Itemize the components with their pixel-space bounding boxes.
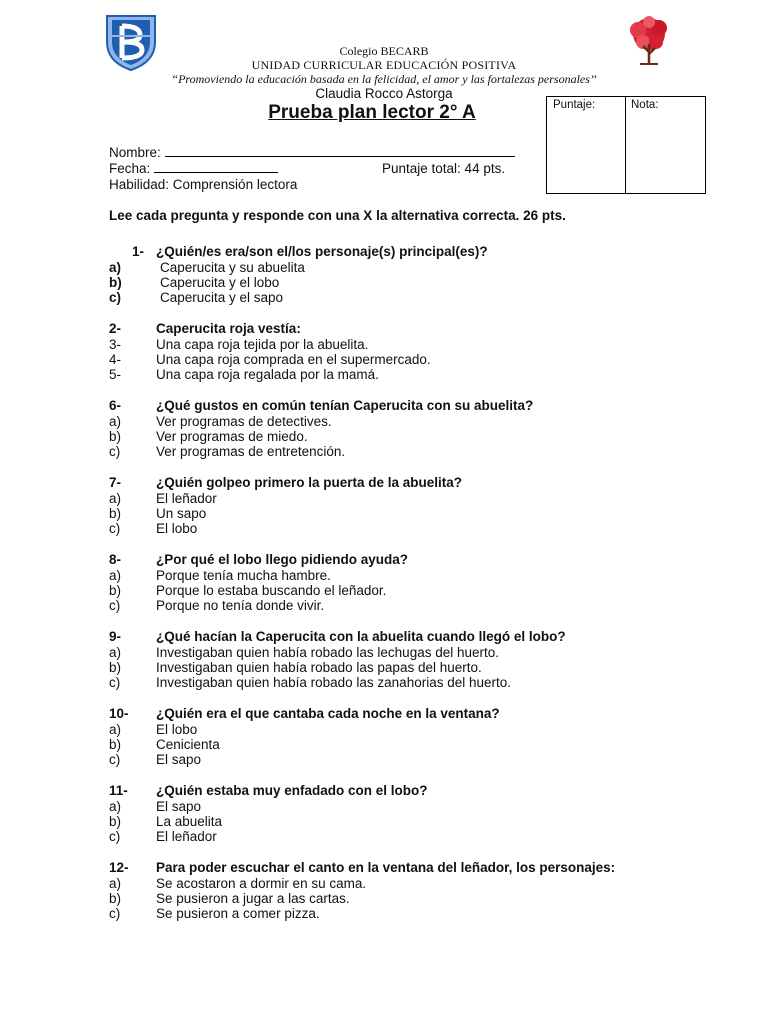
option-key: a) <box>109 259 122 275</box>
score-box-divider <box>625 97 626 193</box>
question-number: 10- <box>109 706 129 721</box>
name-label: Nombre: <box>109 145 161 160</box>
question-number: 11- <box>109 783 128 798</box>
skill-label: Habilidad: Comprensión lectora <box>109 177 298 192</box>
option-text: Se acostaron a dormir en su cama. <box>156 875 367 891</box>
question-text: ¿Quién/es era/son el/los personaje(s) principal(es)? <box>156 244 488 259</box>
option-text: La abuelita <box>156 813 223 829</box>
question-text: Caperucita roja vestía: <box>156 321 301 336</box>
question-title <box>109 321 729 337</box>
option-text: El sapo <box>156 798 202 814</box>
option-key: b) <box>109 582 122 598</box>
question-title <box>109 629 729 645</box>
question-text: ¿Quién golpeo primero la puerta de la abuelita? <box>156 475 463 490</box>
answer-option[interactable] <box>109 414 729 429</box>
answer-option[interactable] <box>109 568 729 583</box>
unit-name: UNIDAD CURRICULAR EDUCACIÓN POSITIVA <box>251 58 517 72</box>
score-box <box>546 96 706 194</box>
option-text: El leñador <box>156 829 217 845</box>
name-field <box>109 145 515 160</box>
option-key: c) <box>109 444 121 460</box>
date-input-line[interactable] <box>154 161 278 173</box>
option-text: El sapo <box>156 752 202 768</box>
option-text: Porque tenía mucha hambre. <box>156 567 331 583</box>
option-key: a) <box>109 721 122 737</box>
school-motto: “Promoviendo la educación basada en la felicidad, el amor y las fortalezas personales’’ <box>171 72 597 86</box>
answer-option[interactable] <box>109 752 729 767</box>
question-1 <box>109 244 729 306</box>
option-key: c) <box>109 598 121 614</box>
option-key: 4- <box>109 351 122 367</box>
name-input-line[interactable] <box>165 145 515 157</box>
option-text: Investigaban quien había robado las zanahorias del huerto. <box>156 675 512 691</box>
total-score: Puntaje total: 44 pts. <box>382 161 506 176</box>
answer-option[interactable] <box>109 491 729 506</box>
option-key: b) <box>109 274 122 290</box>
answer-option[interactable] <box>109 675 729 690</box>
question-text: ¿Qué hacían la Caperucita con la abuelita cuando llegó el lobo? <box>156 629 566 644</box>
option-key: c) <box>109 829 121 845</box>
question-text: ¿Quién estaba muy enfadado con el lobo? <box>156 783 428 798</box>
question-number: 2- <box>109 321 122 336</box>
option-key: c) <box>109 752 121 768</box>
answer-option[interactable] <box>109 799 729 814</box>
option-key: 5- <box>109 367 122 383</box>
option-key: a) <box>109 798 122 814</box>
score-label: Puntaje: <box>553 99 596 111</box>
option-key: c) <box>109 675 121 691</box>
test-title: Prueba plan lector 2° A <box>268 102 476 123</box>
option-text: Caperucita y su abuelita <box>160 259 305 275</box>
answer-option[interactable] <box>109 367 729 382</box>
question-12 <box>109 860 729 922</box>
option-text: Porque no tenía donde vivir. <box>156 598 325 614</box>
instructions: Lee cada pregunta y responde con una X la alternativa correcta. 26 pts. <box>109 208 566 223</box>
question-title <box>109 475 729 491</box>
answer-option[interactable] <box>109 583 729 598</box>
option-key: b) <box>109 813 122 829</box>
question-title <box>109 783 729 799</box>
answer-option[interactable] <box>109 352 729 367</box>
answer-option[interactable] <box>109 722 729 737</box>
option-text: Ver programas de entretención. <box>156 444 346 460</box>
question-text: Para poder escuchar el canto en la ventana del leñador, los personajes: <box>156 860 616 875</box>
school-name: Colegio BECARB <box>339 44 429 58</box>
option-key: c) <box>109 290 122 306</box>
option-key: c) <box>109 906 121 922</box>
answer-option[interactable] <box>109 275 729 290</box>
question-title <box>109 398 729 414</box>
question-2 <box>109 321 729 383</box>
option-text: Se pusieron a jugar a las cartas. <box>156 890 350 906</box>
question-number: 1- <box>132 244 145 259</box>
answer-option[interactable] <box>109 429 729 444</box>
answer-option[interactable] <box>109 444 729 459</box>
question-6 <box>109 398 729 460</box>
option-text: Un sapo <box>156 505 207 521</box>
answer-option[interactable] <box>109 829 729 844</box>
question-text: ¿Quién era el que cantaba cada noche en la ventana? <box>156 706 500 721</box>
answer-option[interactable] <box>109 645 729 660</box>
option-text: Ver programas de miedo. <box>156 428 308 444</box>
question-11 <box>109 783 729 845</box>
question-text: ¿Qué gustos en común tenían Caperucita con su abuelita? <box>156 398 534 413</box>
answer-option[interactable] <box>109 876 729 891</box>
answer-option[interactable] <box>109 521 729 536</box>
option-key: a) <box>109 413 122 429</box>
option-text: Ver programas de detectives. <box>156 413 332 429</box>
question-8 <box>109 552 729 614</box>
option-text: El leñador <box>156 490 217 506</box>
option-key: a) <box>109 490 122 506</box>
answer-option[interactable] <box>109 598 729 613</box>
answer-option[interactable] <box>109 260 729 275</box>
option-key: c) <box>109 521 121 537</box>
question-9 <box>109 629 729 691</box>
date-field <box>109 161 278 176</box>
option-key: b) <box>109 505 122 521</box>
question-number: 8- <box>109 552 122 567</box>
answer-option[interactable] <box>109 290 729 305</box>
option-key: b) <box>109 736 122 752</box>
question-number: 9- <box>109 629 122 644</box>
question-number: 12- <box>109 860 129 875</box>
option-text: Caperucita y el sapo <box>160 290 284 306</box>
option-text: Cenicienta <box>156 736 220 752</box>
option-key: b) <box>109 890 122 906</box>
grade-label: Nota: <box>631 99 659 111</box>
question-title <box>109 244 729 260</box>
option-key: 3- <box>109 336 122 352</box>
option-text: Una capa roja tejida por la abuelita. <box>156 336 369 352</box>
option-key: a) <box>109 644 122 660</box>
answer-option[interactable] <box>109 891 729 906</box>
answer-option[interactable] <box>109 660 729 675</box>
option-text: Caperucita y el lobo <box>160 274 280 290</box>
answer-option[interactable] <box>109 906 729 921</box>
option-text: Una capa roja regalada por la mamá. <box>156 367 379 383</box>
teacher-name: Claudia Rocco Astorga <box>315 86 453 101</box>
date-label: Fecha: <box>109 161 151 176</box>
answer-option[interactable] <box>109 506 729 521</box>
question-7 <box>109 475 729 537</box>
option-text: Porque lo estaba buscando el leñador. <box>156 582 387 598</box>
answer-option[interactable] <box>109 814 729 829</box>
question-10 <box>109 706 729 768</box>
option-key: a) <box>109 875 122 891</box>
option-text: Se pusieron a comer pizza. <box>156 906 320 922</box>
question-number: 7- <box>109 475 122 490</box>
option-text: Investigaban quien había robado las papas del huerto. <box>156 659 482 675</box>
question-text: ¿Por qué el lobo llego pidiendo ayuda? <box>156 552 409 567</box>
question-title <box>109 860 729 876</box>
answer-option[interactable] <box>109 337 729 352</box>
option-key: b) <box>109 428 122 444</box>
answer-option[interactable] <box>109 737 729 752</box>
option-key: a) <box>109 567 122 583</box>
question-title <box>109 552 729 568</box>
option-text: El lobo <box>156 521 198 537</box>
option-text: Investigaban quien había robado las lechugas del huerto. <box>156 644 500 660</box>
option-key: b) <box>109 659 122 675</box>
question-number: 6- <box>109 398 122 413</box>
option-text: El lobo <box>156 721 198 737</box>
option-text: Una capa roja comprada en el supermercado. <box>156 351 431 367</box>
question-title <box>109 706 729 722</box>
